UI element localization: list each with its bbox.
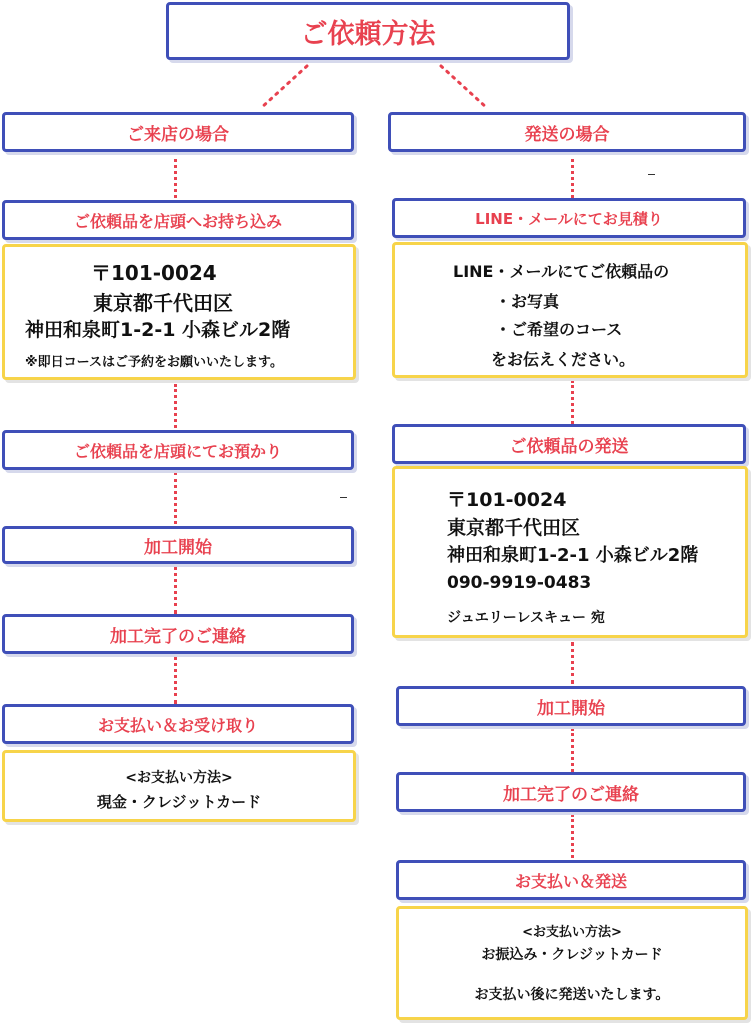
title-connector-right <box>435 62 495 112</box>
left-step-5 <box>2 704 354 744</box>
right-address-zip: 〒101-0024 <box>447 489 567 511</box>
left-step-5-text: お支払い＆お受け取り <box>97 715 258 735</box>
left-step-4 <box>2 614 354 654</box>
left-step-4-text: 加工完了のご連絡 <box>110 626 246 647</box>
connector <box>174 384 177 428</box>
connector <box>571 814 574 858</box>
left-step-3-text: 加工開始 <box>144 537 212 558</box>
right-address-phone: 090-9919-0483 <box>447 573 592 593</box>
connector <box>571 380 574 424</box>
page-title-text: ご依頼方法 <box>300 18 436 50</box>
right-line-info-line4: をお伝えください。 <box>491 350 636 369</box>
right-address-recipient: ジュエリーレスキュー 宛 <box>447 610 605 626</box>
left-heading <box>2 112 354 152</box>
left-step-3 <box>2 526 354 564</box>
title-connector-left <box>255 62 315 112</box>
right-line-info-line1: LINE・メールにてご依頼品の <box>453 262 670 281</box>
right-step-3-text: 加工開始 <box>537 698 605 719</box>
connector <box>174 656 177 704</box>
right-line-info-line3: ・ご希望のコース <box>495 320 623 339</box>
right-step-2 <box>392 424 746 464</box>
left-address-zip: 〒101-0024 <box>91 261 217 285</box>
right-address-line1: 東京都千代田区 <box>447 517 581 539</box>
right-step-4 <box>396 772 746 812</box>
left-address-box <box>2 244 356 380</box>
right-step-1 <box>392 198 746 238</box>
right-heading <box>388 112 746 152</box>
left-payment-methods: 現金・クレジットカード <box>96 793 262 811</box>
left-address-line2: 神田和泉町1-2-1 小森ビル2階 <box>25 319 291 341</box>
left-step-1 <box>2 200 354 240</box>
right-step-4-text: 加工完了のご連絡 <box>503 784 639 805</box>
right-step-2-text: ご依頼品の発送 <box>509 436 629 457</box>
right-step-5-text: お支払い＆発送 <box>514 871 627 891</box>
left-address-note: ※即日コースはご予約をお願いいたします。 <box>25 355 283 370</box>
right-step-3 <box>396 686 746 726</box>
left-payment-label: <お支払い方法> <box>125 770 233 786</box>
right-line-info-box <box>392 242 748 378</box>
left-address-line1: 東京都千代田区 <box>93 291 233 315</box>
stray-mark <box>648 174 655 175</box>
page-title <box>166 2 570 60</box>
right-step-5 <box>396 860 746 900</box>
left-payment-box <box>2 750 356 822</box>
left-step-1-text: ご依頼品を店頭へお持ち込み <box>73 211 282 231</box>
right-payment-methods: お振込み・クレジットカード <box>481 947 663 963</box>
connector <box>571 728 574 772</box>
connector <box>571 152 574 198</box>
connector <box>174 152 177 198</box>
right-line-info-line2: ・お写真 <box>495 292 560 311</box>
right-address-line2: 神田和泉町1-2-1 小森ビル2階 <box>447 545 699 566</box>
left-heading-text: ご来店の場合 <box>127 124 229 145</box>
stray-mark <box>340 497 347 498</box>
right-heading-text: 発送の場合 <box>524 124 610 145</box>
right-payment-box <box>396 906 748 1020</box>
connector <box>174 472 177 524</box>
right-payment-note: お支払い後に発送いたします。 <box>474 987 670 1003</box>
right-step-1-text: LINE・メールにてお見積り <box>475 209 663 228</box>
left-step-2 <box>2 430 354 470</box>
right-payment-label: <お支払い方法> <box>522 925 622 940</box>
connector <box>174 566 177 614</box>
left-step-2-text: ご依頼品を店頭にてお預かり <box>73 441 282 461</box>
right-address-box <box>392 466 748 638</box>
connector <box>571 642 574 684</box>
